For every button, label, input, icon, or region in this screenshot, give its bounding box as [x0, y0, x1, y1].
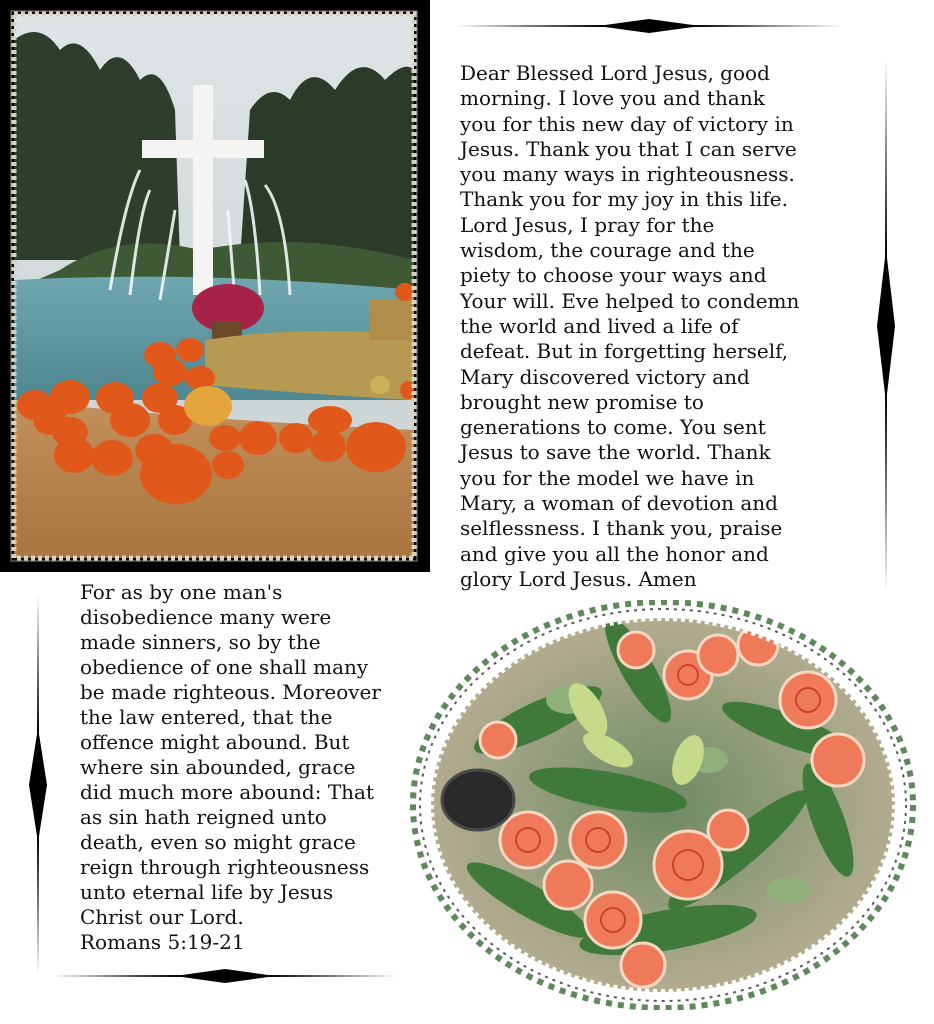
- left-vertical-divider: [28, 594, 48, 976]
- scripture-passage: [80, 580, 410, 955]
- right-vertical-divider: [876, 58, 896, 594]
- cross-fountain-photo: [0, 0, 430, 572]
- cross-fountain-illustration: [0, 0, 430, 572]
- scripture-reference: Romans 5:19-21: [80, 930, 245, 954]
- top-divider-ornament: [455, 18, 843, 34]
- scripture-text: For as by one man's disobedience many were made sinners, so by the obedience of one shall many be made righteous. Moreover the law entered, that the offence might abound. But where sin abounded, grace did much more abound: That as sin hath reigned unto death, even so might grace reign through righteousness unto eternal life by Jesus Christ our Lord.: [80, 580, 381, 929]
- prayer-text: Dear Blessed Lord Jesus, good morning. I love you and thank you for this new day of victory in Jesus. Thank you that I can serve you many ways in righteousness. Thank you for my joy in this life. Lord Jesus, I pray for the wisdom, the courage and the piety to choose your ways and Your will. Eve helped to condemn the world and lived a life of defeat. But in forgetting herself, Mary discovered victory and brought new promise to generations to come. You sent Jesus to save the world. Thank you for the model we have in Mary, a woman of devotion and selflessness. I thank you, praise and give you all the honor and glory Lord Jesus. Amen: [460, 61, 800, 591]
- rose-bouquet-photo: [408, 600, 918, 1010]
- bottom-divider-ornament: [52, 968, 398, 984]
